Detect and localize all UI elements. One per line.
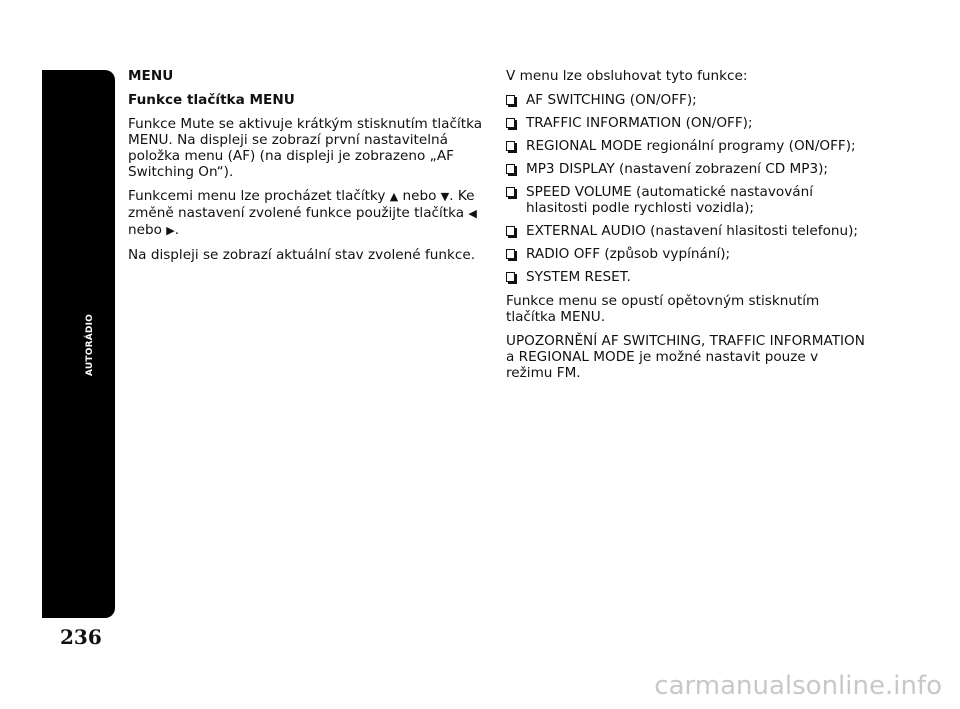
left-arrow-icon: ◀ [468, 207, 477, 220]
checkbox-bullet-icon [506, 118, 515, 128]
paragraph-navigation [128, 188, 483, 239]
list-item [506, 246, 866, 262]
up-arrow-icon: ▲ [389, 190, 399, 203]
list-item [506, 115, 866, 131]
list-item-text: REGIONAL MODE regionální programy (ON/OFF); [526, 138, 856, 154]
list-item-text: SPEED VOLUME (automatické nastavování hlasitosti podle rychlosti vozidla); [526, 184, 813, 216]
down-arrow-icon: ▼ [440, 190, 450, 203]
checkbox-bullet-icon [506, 226, 515, 236]
list-item-text: MP3 DISPLAY (nastavení zobrazení CD MP3); [526, 161, 829, 177]
nav-text-e: . [174, 222, 180, 238]
list-item-text: AF SWITCHING (ON/OFF); [526, 92, 697, 108]
left-column [128, 68, 483, 271]
paragraph-mute: Funkce Mute se aktivuje krátkým stisknutím tlačítka MENU. Na displeji se zobrazí první nastavitelná položka menu (AF) (na displeji je zobrazeno „AF Switching On“). [128, 116, 483, 180]
nav-text-d: nebo [128, 222, 167, 238]
checkbox-bullet-icon [506, 141, 515, 151]
list-item-text: SYSTEM RESET. [526, 269, 631, 285]
checkbox-bullet-icon [506, 249, 515, 259]
list-item-text: TRAFFIC INFORMATION (ON/OFF); [526, 115, 753, 131]
nav-text-b: nebo [398, 188, 441, 204]
section-title: MENU [128, 68, 174, 84]
section-subtitle: Funkce tlačítka MENU [128, 92, 295, 108]
page-number: 236 [60, 625, 102, 649]
right-column [506, 68, 866, 389]
list-item [506, 161, 866, 177]
checkbox-bullet-icon [506, 187, 515, 197]
list-item [506, 138, 866, 154]
paragraph-status: Na displeji se zobrazí aktuální stav zvolené funkce. [128, 247, 476, 263]
paragraph-exit: Funkce menu se opustí opětovným stisknutím tlačítka MENU. [506, 293, 820, 325]
checkbox-bullet-icon [506, 95, 515, 105]
checkbox-bullet-icon [506, 164, 515, 174]
right-arrow-icon: ▶ [166, 224, 175, 237]
list-item [506, 92, 866, 108]
paragraph-warning: UPOZORNĚNÍ AF SWITCHING, TRAFFIC INFORMATION a REGIONAL MODE je možné nastavit pouze v režimu FM. [506, 333, 865, 381]
list-item [506, 223, 866, 239]
checkbox-bullet-icon [506, 272, 515, 282]
side-bar [42, 70, 115, 618]
section-label: AUTORÁDIO [85, 314, 95, 376]
menu-function-list [506, 92, 866, 285]
menu-intro: V menu lze obsluhovat tyto funkce: [506, 68, 748, 84]
nav-text-a: Funkcemi menu lze procházet tlačítky [128, 188, 390, 204]
watermark: carmanualsonline.info [654, 671, 942, 701]
nav-text-c: . Ke změně nastavení zvolené funkce použijte tlačítka [128, 188, 475, 221]
list-item-text: EXTERNAL AUDIO (nastavení hlasitosti telefonu); [526, 223, 859, 239]
list-item [506, 184, 866, 216]
list-item [506, 269, 866, 285]
list-item-text: RADIO OFF (způsob vypínání); [526, 246, 731, 262]
